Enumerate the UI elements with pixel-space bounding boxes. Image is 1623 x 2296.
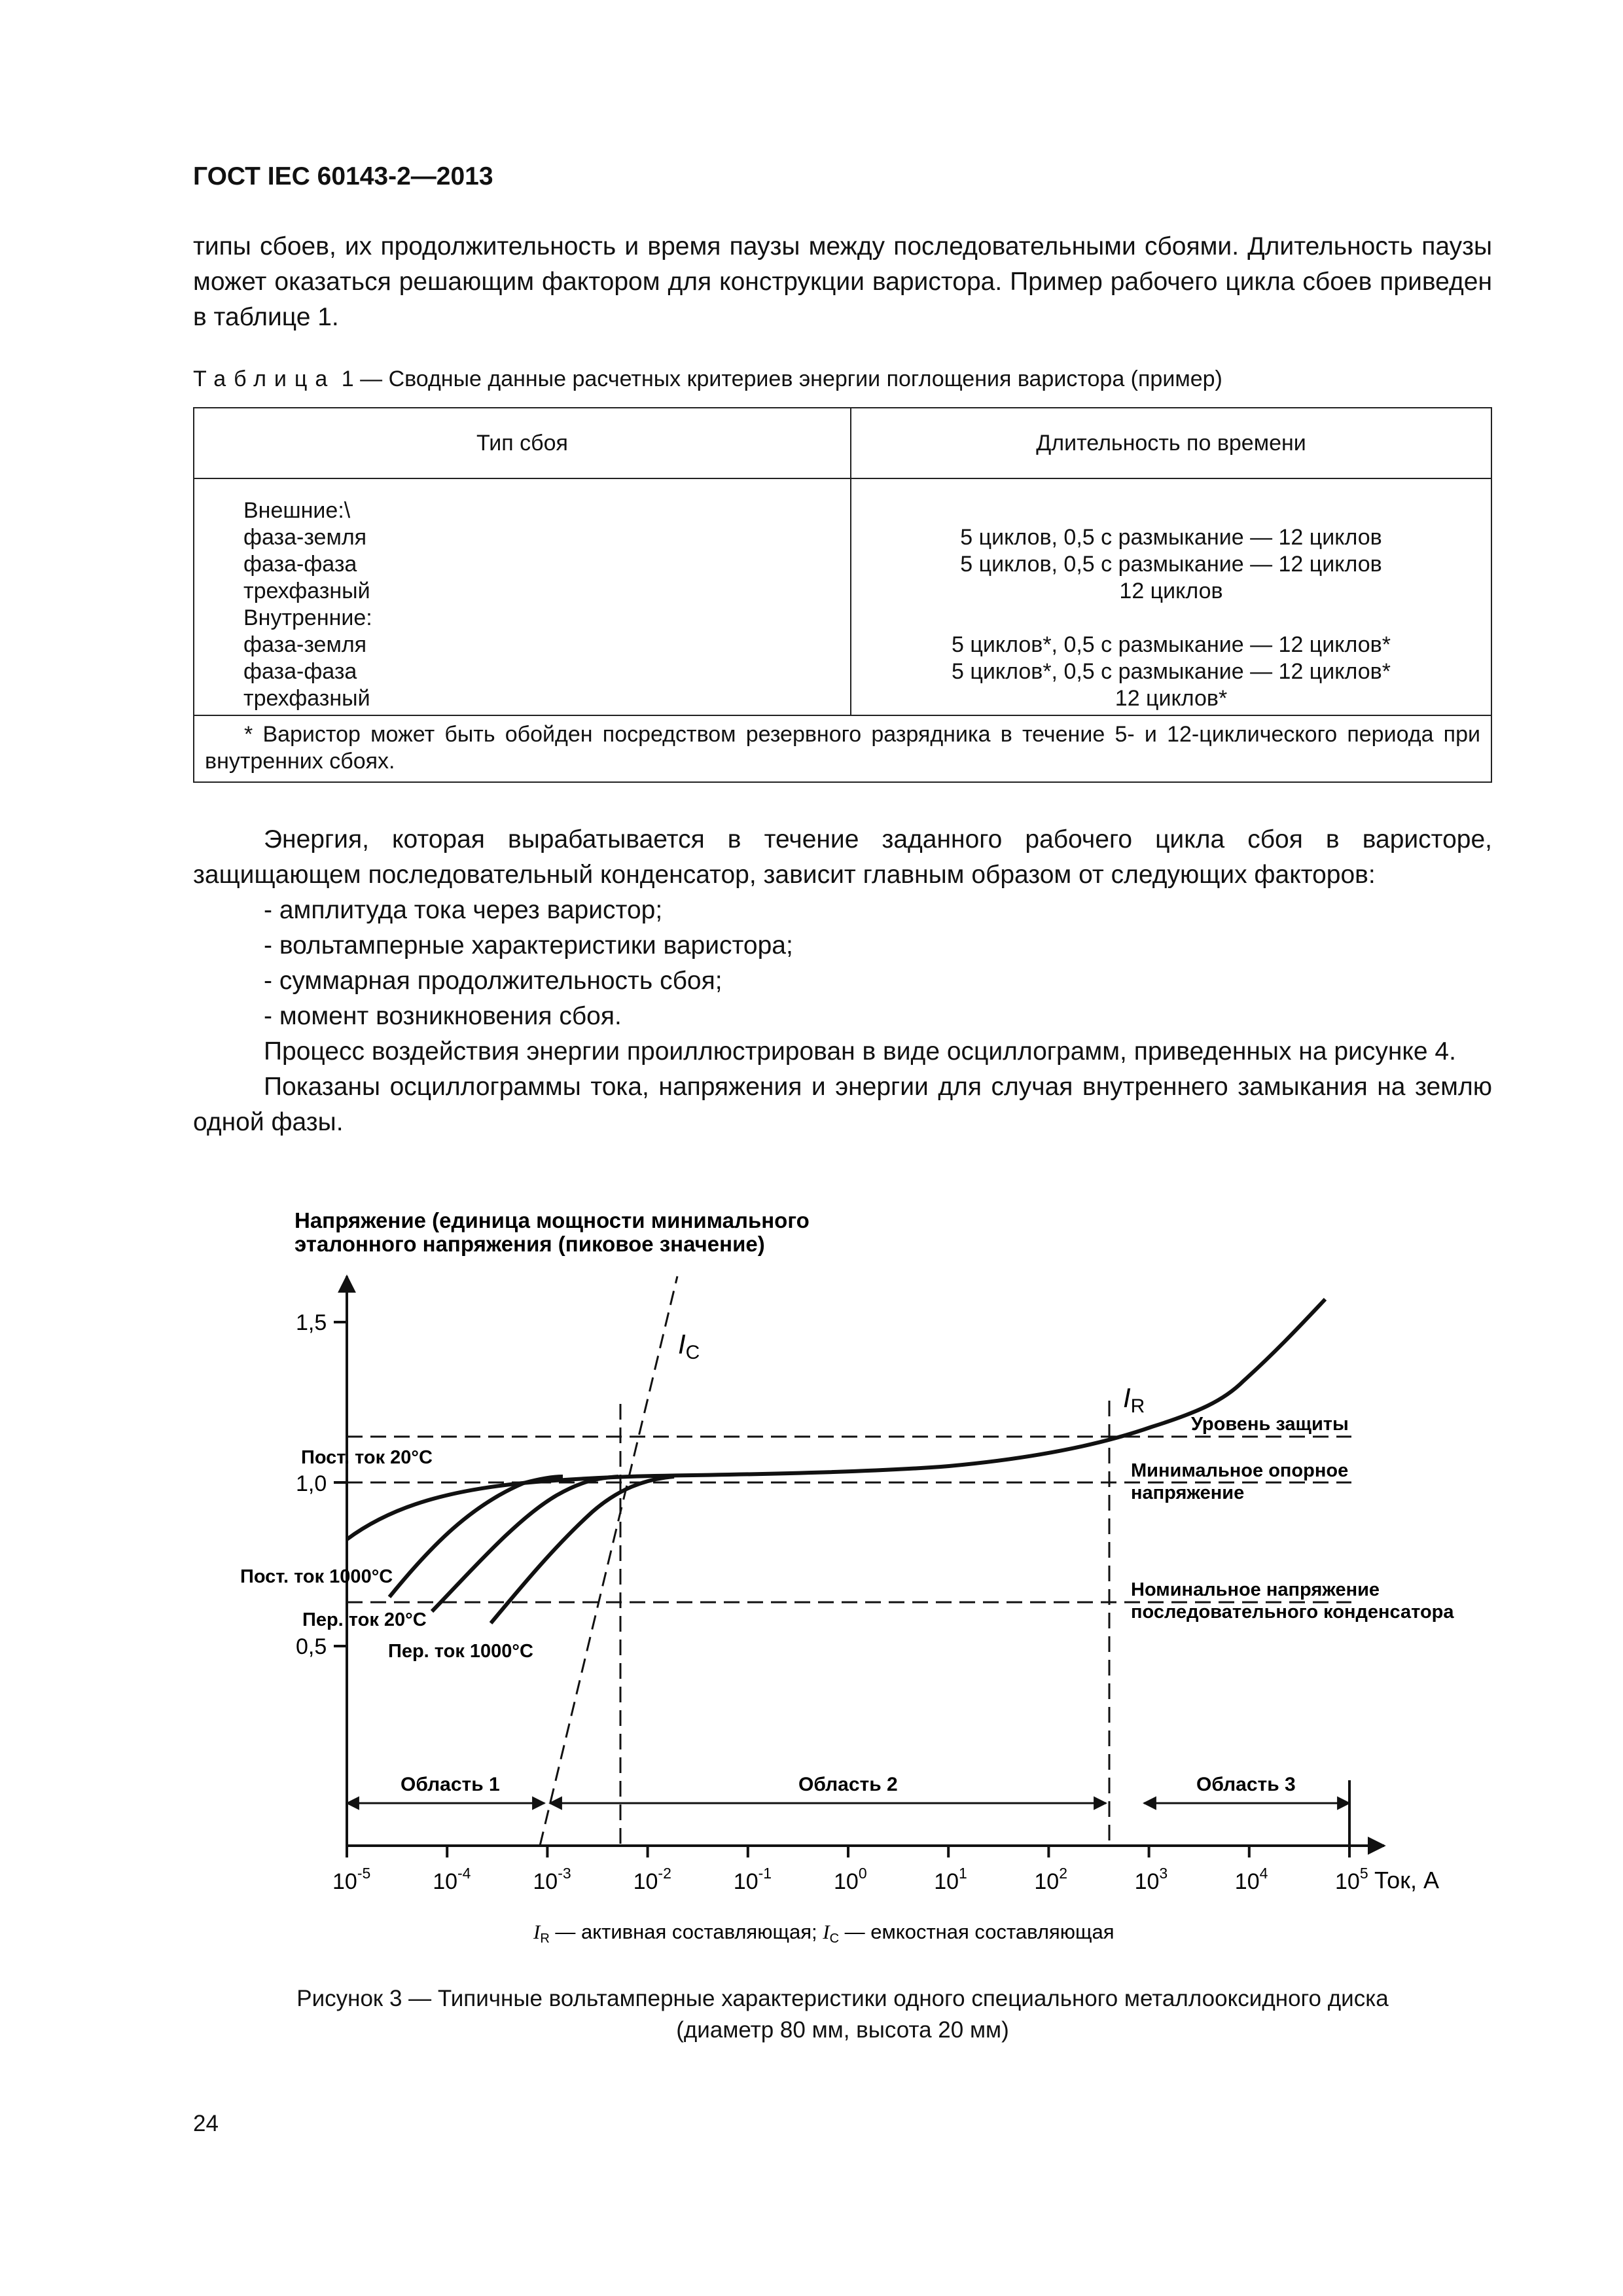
dc-1000c-label: Пост. ток 1000°С <box>240 1566 393 1587</box>
ic-label <box>678 1329 700 1363</box>
ic-label-main: I <box>678 1329 686 1359</box>
x-tick-label: $10^1$ <box>934 1865 967 1894</box>
figure-caption-line2: (диаметр 80 мм, высота 20 мм) <box>676 2017 1009 2043</box>
table-duration-item <box>851 497 1491 524</box>
legend-ic-sub: C <box>829 1931 840 1946</box>
x-tick-group <box>332 1846 1368 1894</box>
table-header-row <box>194 408 1491 478</box>
bullet-item: - момент возникновения сбоя. <box>264 1002 622 1030</box>
y-tick-label: 0,5 <box>296 1634 327 1659</box>
figure-legend <box>533 1920 1115 1946</box>
nominal-voltage-label-1: Номинальное напряжение <box>1131 1579 1380 1600</box>
table-type-item: фаза-земля <box>243 632 367 657</box>
dc-1000c-curve <box>389 1477 563 1597</box>
table-types-cell <box>194 478 851 715</box>
legend-ir-sub: R <box>540 1931 550 1946</box>
table-type-item: Внешние:\ <box>243 498 351 523</box>
table-footnote-row <box>194 715 1491 782</box>
x-axis-label: Ток, А <box>1374 1867 1439 1893</box>
ir-label <box>1123 1382 1145 1417</box>
x-tick-label: $10^4$ <box>1234 1865 1268 1894</box>
table-header-duration: Длительность по времени <box>851 408 1491 478</box>
table-duration-item: 5 циклов, 0,5 с размыкание — 12 циклов <box>960 525 1382 550</box>
x-tick-label: $10^{-5}$ <box>332 1865 371 1894</box>
y-tick-label: 1,5 <box>296 1310 327 1335</box>
body-paragraph-1: Энергия, которая вырабатывается в течение заданного рабочего цикла сбоя в варисторе, защищающем последовательный конденсатор, зависит главным образом от следующих факторов: <box>193 825 1492 889</box>
table-1 <box>193 407 1492 783</box>
min-reference-label-1: Минимальное опорное <box>1131 1460 1349 1481</box>
bullet-item: - вольтамперные характеристики варистора; <box>264 931 793 960</box>
body-paragraph-3: Показаны осциллограммы тока, напряжения и энергии для случая внутреннего замыкания на землю одной фазы. <box>193 1073 1492 1136</box>
table-type-item: трехфазный <box>243 686 370 711</box>
vi-characteristics-figure <box>0 1178 1623 1977</box>
x-tick-label: $10^{-2}$ <box>633 1865 671 1894</box>
y-axis-label-line2: эталонного напряжения (пиковое значение) <box>294 1232 765 1256</box>
ir-label-main: I <box>1123 1382 1131 1413</box>
table-type-item: фаза-фаза <box>243 659 357 684</box>
x-tick-label: $10^2$ <box>1034 1865 1068 1894</box>
dc-20c-label: Пост. ток 20°С <box>301 1447 433 1468</box>
page-number: 24 <box>193 2111 219 2136</box>
table-type-item: фаза-фаза <box>243 552 357 577</box>
x-tick-label: $10^3$ <box>1134 1865 1168 1894</box>
x-tick-label: $10^{-4}$ <box>433 1865 471 1894</box>
table-caption-text: 1 — Сводные данные расчетных критериев энергии поглощения варистора (пример) <box>341 367 1222 391</box>
legend-ic-text: — емкостная составляющая <box>839 1920 1115 1943</box>
figure-caption-line1: Рисунок 3 — Типичные вольтамперные характеристики одного специального металлооксидного диска <box>296 1986 1389 2011</box>
region-2-label: Область 2 <box>798 1774 898 1795</box>
region-1-label: Область 1 <box>401 1774 500 1795</box>
x-tick-label: $10^{-3}$ <box>533 1865 571 1894</box>
table-type-item: фаза-земля <box>243 525 367 550</box>
ir-label-sub: R <box>1130 1395 1145 1417</box>
legend-ic: I <box>823 1920 830 1943</box>
ac-1000c-curve <box>491 1477 674 1623</box>
table-footnote: * Варистор может быть обойден посредством резервного разрядника в течение 5- и 12-циклического периода при внутренних сбоях. <box>194 715 1491 782</box>
y-tick-label: 1,0 <box>296 1471 327 1496</box>
table-duration-item: 5 циклов, 0,5 с размыкание — 12 циклов <box>960 552 1382 577</box>
y-axis-label-line1: Напряжение (единица мощности минимального <box>294 1208 810 1232</box>
table-caption-label: Таблица <box>193 367 336 391</box>
bullet-item: - суммарная продолжительность сбоя; <box>264 967 722 995</box>
ac-20c-curve <box>432 1477 618 1611</box>
table-durations-cell <box>851 478 1491 715</box>
nominal-voltage-label-2: последовательного конденсатора <box>1131 1602 1454 1623</box>
document-header: ГОСТ IEC 60143-2—2013 <box>193 162 493 190</box>
x-tick-label: $10^0$ <box>834 1865 867 1894</box>
protection-level-label: Уровень защиты <box>1191 1414 1349 1435</box>
ac-1000c-label: Пер. ток 1000°С <box>388 1641 533 1662</box>
table-duration-item: 12 циклов <box>1119 579 1223 603</box>
intro-paragraph: типы сбоев, их продолжительность и время паузы между последовательными сбоями. Длительность паузы может оказаться решающим фактором для конструкции варистора. Пример рабочего цикла сбоев приведен в таблице 1. <box>193 232 1492 331</box>
ac-20c-label: Пер. ток 20°С <box>302 1609 427 1630</box>
ic-capacitive-line <box>540 1276 677 1846</box>
x-tick-label: $10^{-1}$ <box>733 1865 772 1894</box>
table-duration-item: 12 циклов* <box>1115 686 1228 711</box>
ic-label-sub: C <box>685 1342 700 1363</box>
legend-ir: I <box>533 1920 541 1943</box>
table-duration-item <box>851 605 1491 632</box>
body-paragraph-2: Процесс воздействия энергии проиллюстрирован в виде осциллограмм, приведенных на рисунке 4. <box>264 1037 1456 1066</box>
table-type-item: трехфазный <box>243 579 370 603</box>
table-caption <box>193 367 1222 392</box>
bullet-item: - амплитуда тока через варистор; <box>264 896 663 924</box>
table-duration-item: 5 циклов*, 0,5 с размыкание — 12 циклов* <box>952 659 1391 684</box>
table-body-row <box>194 478 1491 715</box>
region-3-label: Область 3 <box>1196 1774 1296 1795</box>
x-tick-label: $10^5$ <box>1335 1865 1368 1894</box>
table-duration-item: 5 циклов*, 0,5 с размыкание — 12 циклов* <box>952 632 1391 657</box>
legend-ir-text: — активная составляющая; <box>549 1920 823 1943</box>
table-header-type: Тип сбоя <box>194 408 851 478</box>
min-reference-label-2: напряжение <box>1131 1482 1245 1503</box>
table-type-item: Внутренние: <box>243 605 372 630</box>
